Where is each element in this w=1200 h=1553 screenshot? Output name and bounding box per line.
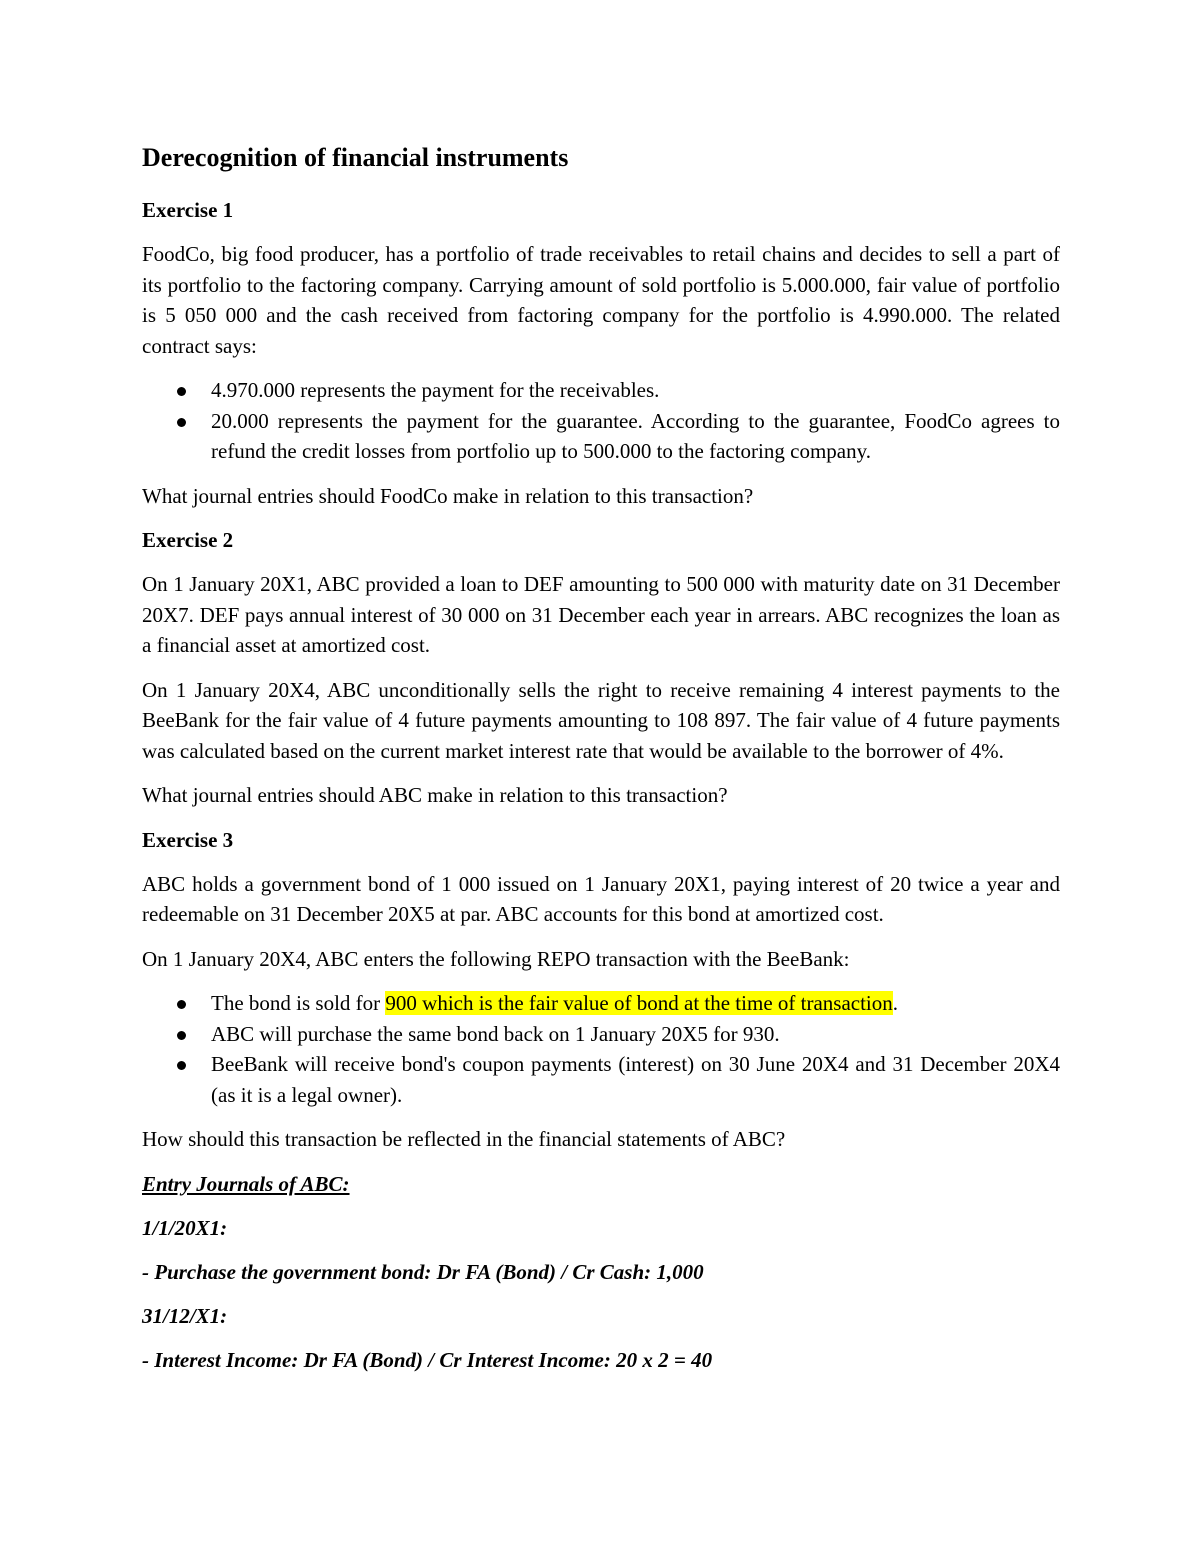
exercise-3-paragraph-1: ABC holds a government bond of 1 000 issued on 1 January 20X1, paying interest of 20 twice a year and redeemable on 31 December 20X5 at par. ABC accounts for this bond at amortized cost. <box>142 871 1060 926</box>
bullet-text: 4.970.000 represents the payment for the receivables. <box>211 378 660 402</box>
journal-date-1: 1/1/20X1: <box>142 1215 228 1240</box>
exercise-3-bullet-list <box>142 988 1060 1110</box>
list-item <box>142 406 1060 467</box>
exercise-1-question: What journal entries should FoodCo make in relation to this transaction? <box>142 483 754 508</box>
journal-entry-2: - Interest Income: Dr FA (Bond) / Cr Interest Income: 20 x 2 = 40 <box>142 1347 713 1372</box>
exercise-2-heading: Exercise 2 <box>142 528 234 552</box>
exercise-3-question: How should this transaction be reflected in the financial statements of ABC? <box>142 1127 786 1151</box>
exercise-1-bullet-list <box>142 375 1060 467</box>
journal-date-2: 31/12/X1: <box>142 1303 228 1328</box>
bullet-text: ABC will purchase the same bond back on 1 January 20X5 for 930. <box>211 1021 780 1046</box>
exercise-3-heading: Exercise 3 <box>142 827 234 852</box>
exercise-3-paragraph-2: On 1 January 20X4, ABC enters the following REPO transaction with the BeeBank: <box>142 946 850 971</box>
bullet-suffix-text: . <box>892 991 899 1015</box>
journal-heading: Entry Journals of ABC: <box>142 1171 350 1196</box>
journal-entry-1: - Purchase the government bond: Dr FA (Bond) / Cr Cash: 1,000 <box>142 1259 704 1284</box>
bullet-icon <box>177 1031 186 1040</box>
bullet-icon <box>177 418 186 427</box>
exercise-2-question: What journal entries should ABC make in relation to this transaction? <box>142 783 728 807</box>
bullet-icon <box>177 1000 186 1009</box>
exercise-1-intro: FoodCo, big food producer, has a portfolio of trade receivables to retail chains and decides to sell a part of its portfolio to the factoring company. Carrying amount of sold portfolio is 5.000.000, fair value of portfolio is 5 050 000 and the cash received from factoring company for the portfolio is 4.990.000. The related contract says: <box>142 242 1060 358</box>
bullet-text: 20.000 represents the payment for the guarantee. According to the guarantee, FoodCo agrees to refund the credit losses from portfolio up to 500.000 to the factoring company. <box>211 408 1060 463</box>
list-item <box>142 375 1060 406</box>
bullet-prefix-text: The bond is sold for <box>211 991 386 1015</box>
exercise-2-paragraph-2: On 1 January 20X4, ABC unconditionally sells the right to receive remaining 4 interest payments to the BeeBank for the fair value of 4 future payments amounting to 108 897. The fair value of 4 future payments was calculated based on the current market interest rate that would be available to the borrower of 4%. <box>142 677 1060 763</box>
list-item <box>142 988 1060 1019</box>
bullet-text: BeeBank will receive bond's coupon payments (interest) on 30 June 20X4 and 31 December 20X4 (as it is a legal owner). <box>211 1052 1060 1107</box>
bullet-icon <box>177 387 186 396</box>
exercise-2-paragraph-1: On 1 January 20X1, ABC provided a loan to DEF amounting to 500 000 with maturity date on 31 December 20X7. DEF pays annual interest of 30 000 on 31 December each year in arrears. ABC recognizes the loan as a financial asset at amortized cost. <box>142 572 1060 657</box>
document-title: Derecognition of financial instruments <box>142 143 569 172</box>
list-item <box>142 1049 1060 1110</box>
document-page <box>142 140 1060 1389</box>
highlighted-text: 900 which is the fair value of bond at the time of transaction <box>385 991 893 1015</box>
bullet-icon <box>177 1061 186 1070</box>
list-item <box>142 1019 1060 1050</box>
exercise-1-heading: Exercise 1 <box>142 198 234 222</box>
